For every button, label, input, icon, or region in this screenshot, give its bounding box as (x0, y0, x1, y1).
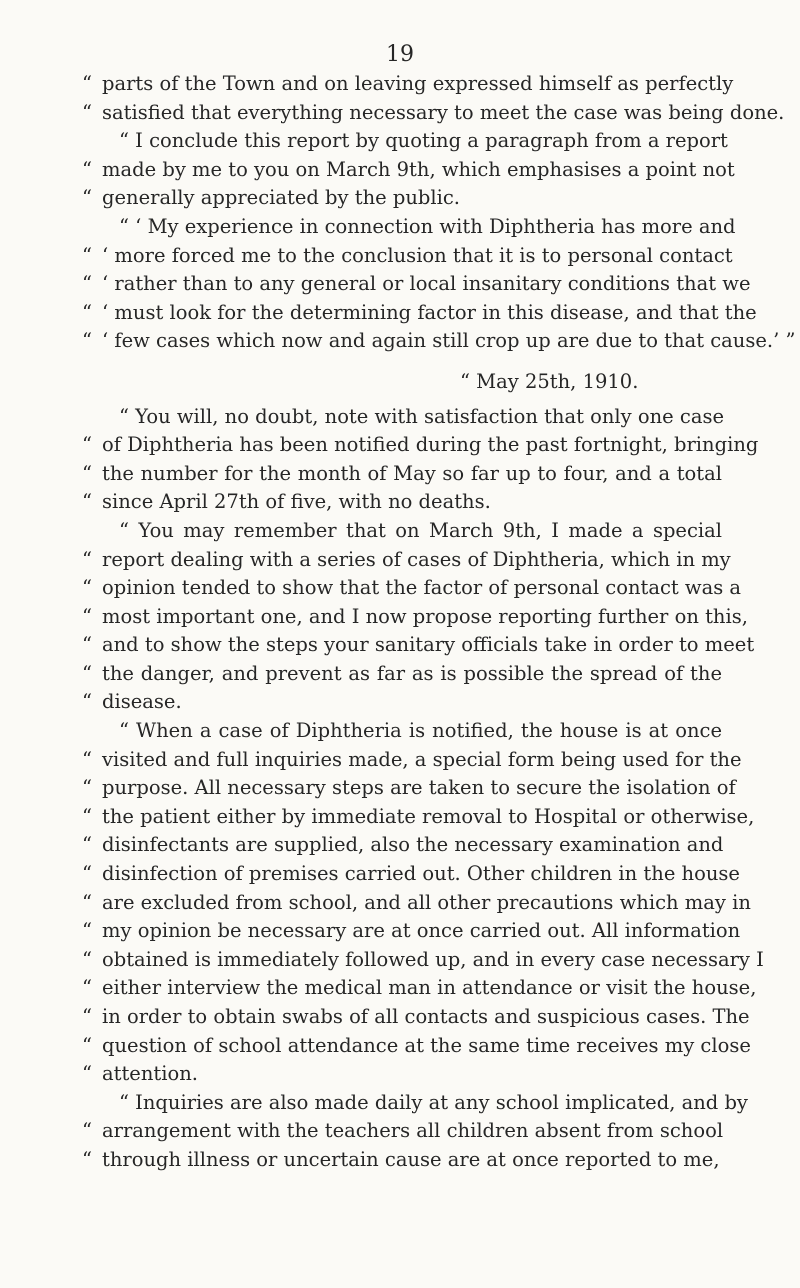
text-line (0, 803, 800, 832)
line-text: arrangement with the teachers all children absent from school (102, 1119, 724, 1143)
quote-mark: “ (82, 433, 92, 457)
quote-mark: “ (82, 100, 92, 124)
text-line (0, 1089, 800, 1118)
quote-mark: “ (82, 243, 92, 267)
text-line (0, 1146, 800, 1175)
text-line (0, 1117, 800, 1146)
line-text: are excluded from school, and all other precautions which may in (102, 890, 751, 914)
quote-mark: “ (82, 1005, 92, 1028)
line-text: question of school attendance at the same time receives my close (102, 1033, 751, 1057)
line-text: satisfied that everything necessary to meet the case was being done. (102, 100, 785, 124)
line-text: through illness or uncertain cause are at once reported to me, (102, 1147, 720, 1171)
line-text: since April 27th of five, with no deaths. (102, 490, 491, 514)
text-line (0, 1003, 800, 1032)
line-text: either interview the medical man in attendance or visit the house, (102, 976, 757, 1000)
page-number: 19 (386, 42, 414, 67)
quote-mark: “ (82, 919, 92, 943)
line-text: “ I conclude this report by quoting a paragraph from a report (119, 129, 728, 153)
line-text: disinfectants are supplied, also the necessary examination and (102, 833, 724, 857)
text-line (0, 974, 800, 1003)
quote-mark: “ (82, 300, 92, 324)
text-line (0, 946, 800, 975)
quote-mark: “ (82, 776, 92, 800)
quote-mark: “ (82, 661, 92, 685)
line-text: “ Inquiries are also made daily at any school implicated, and by (119, 1090, 748, 1114)
line-text: “ May 25th, 1910. (460, 369, 639, 393)
quote-mark: “ (82, 576, 92, 600)
text-line (0, 488, 800, 517)
text-line (0, 1032, 800, 1061)
quote-mark: “ (82, 690, 92, 714)
text-line (0, 184, 800, 213)
line-text: the number for the month of May so far up to four, and a total (102, 461, 722, 485)
quote-mark: “ (82, 947, 92, 971)
line-text: “ ‘ My experience in connection with Diphtheria has more and (119, 214, 736, 238)
dateline (0, 368, 800, 397)
text-line (0, 70, 800, 99)
quote-mark: “ (82, 157, 92, 181)
line-text: “ When a case of Diphtheria is notified, the house is at once (119, 719, 722, 743)
text-line (0, 299, 800, 328)
text-line (0, 270, 800, 299)
text-line (0, 688, 800, 717)
line-text: disease. (102, 690, 182, 714)
line-text: “ You will, no doubt, note with satisfaction that only one case (119, 404, 725, 428)
text-line (0, 431, 800, 460)
quote-mark: “ (82, 833, 92, 857)
quote-mark: “ (82, 72, 92, 95)
text-line (0, 917, 800, 946)
text-line (0, 546, 800, 575)
text-line (0, 746, 800, 775)
line-text: the danger, and prevent as far as is possible the spread of the (102, 661, 722, 685)
quote-mark: “ (82, 1033, 92, 1057)
body-text (0, 70, 800, 1175)
text-line (0, 831, 800, 860)
text-line (0, 242, 800, 271)
quote-mark: “ (82, 272, 92, 296)
text-line (0, 774, 800, 803)
line-text: obtained is immediately followed up, and in every case necessary I (102, 947, 764, 971)
quote-mark: “ (82, 804, 92, 828)
text-line (0, 327, 800, 356)
line-text: “ You may remember that on March 9th, I made a special (119, 518, 722, 542)
text-line (0, 631, 800, 660)
line-text: purpose. All necessary steps are taken to secure the isolation of (102, 776, 736, 800)
line-text: most important one, and I now propose reporting further on this, (102, 604, 748, 628)
line-text: report dealing with a series of cases of Diphtheria, which in my (102, 547, 731, 571)
text-line (0, 603, 800, 632)
text-line (0, 660, 800, 689)
line-text: my opinion be necessary are at once carried out. All information (102, 919, 741, 943)
quote-mark: “ (82, 890, 92, 914)
quote-mark: “ (82, 747, 92, 771)
quote-mark: “ (82, 490, 92, 514)
line-text: disinfection of premises carried out. Other children in the house (102, 862, 740, 886)
paragraph-gap (0, 356, 800, 368)
quote-mark: “ (82, 329, 92, 353)
line-text: attention. (102, 1062, 198, 1086)
line-text: of Diphtheria has been notified during the past fortnight, bringing (102, 433, 759, 457)
text-line (0, 574, 800, 603)
line-text: and to show the steps your sanitary officials take in order to meet (102, 633, 755, 657)
line-text: ‘ few cases which now and again still crop up are due to that cause.’ ” (102, 329, 796, 353)
quote-mark: “ (82, 186, 92, 210)
text-line (0, 127, 800, 156)
text-line (0, 889, 800, 918)
quote-mark: “ (82, 1119, 92, 1143)
line-text: ‘ rather than to any general or local insanitary conditions that we (102, 272, 751, 296)
text-line (0, 99, 800, 128)
line-text: the patient either by immediate removal to Hospital or otherwise, (102, 804, 755, 828)
line-text: ‘ must look for the determining factor in this disease, and that the (102, 300, 757, 324)
quote-mark: “ (82, 1147, 92, 1171)
text-line (0, 213, 800, 242)
line-text: ‘ more forced me to the conclusion that it is to personal contact (102, 243, 733, 267)
quote-mark: “ (82, 461, 92, 485)
text-line (0, 403, 800, 432)
line-text: visited and full inquiries made, a special form being used for the (102, 747, 742, 771)
line-text: parts of the Town and on leaving expressed himself as perfectly (102, 72, 734, 95)
line-text: generally appreciated by the public. (102, 186, 460, 210)
quote-mark: “ (82, 547, 92, 571)
text-line (0, 860, 800, 889)
text-line (0, 717, 800, 746)
quote-mark: “ (82, 1062, 92, 1086)
quote-mark: “ (82, 604, 92, 628)
text-line (0, 517, 800, 546)
text-line (0, 1060, 800, 1089)
quote-mark: “ (82, 976, 92, 1000)
quote-mark: “ (82, 633, 92, 657)
line-text: in order to obtain swabs of all contacts and suspicious cases. The (102, 1005, 750, 1028)
text-line (0, 156, 800, 185)
line-text: made by me to you on March 9th, which emphasises a point not (102, 157, 735, 181)
quote-mark: “ (82, 862, 92, 886)
line-text: opinion tended to show that the factor of personal contact was a (102, 576, 742, 600)
text-line (0, 460, 800, 489)
